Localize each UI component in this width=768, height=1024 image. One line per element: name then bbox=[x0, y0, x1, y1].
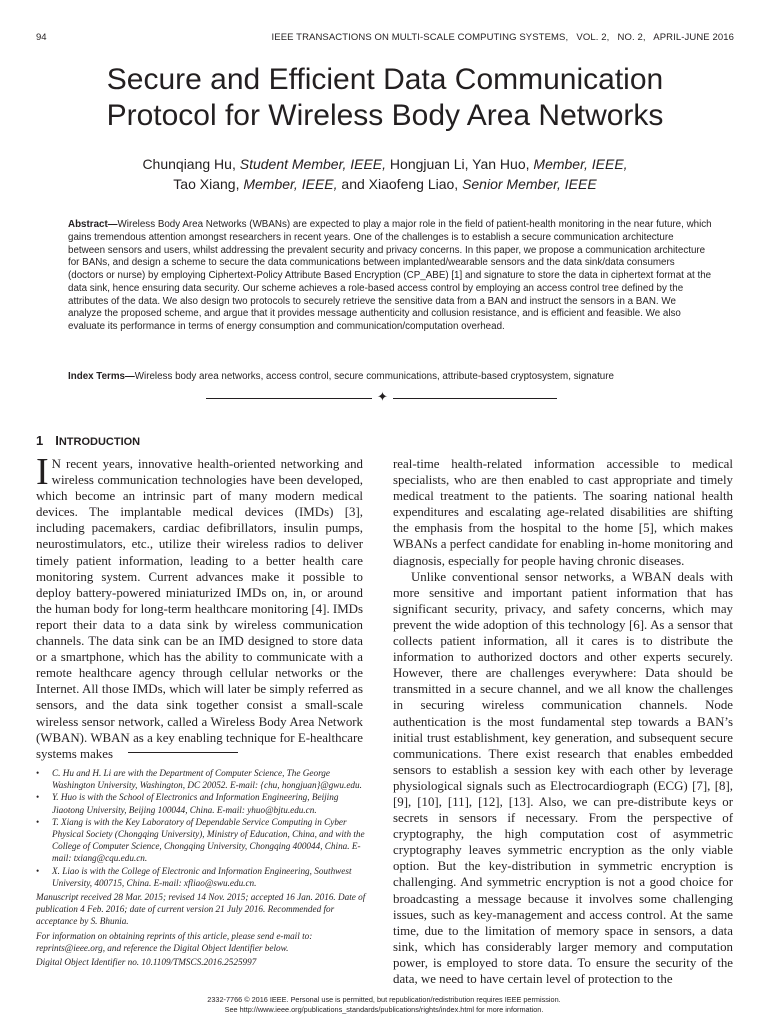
author-name: Hongjuan Li, Yan Huo, bbox=[389, 156, 530, 172]
affiliation-footnote bbox=[36, 865, 366, 889]
author-line-2 bbox=[40, 174, 730, 194]
author-list bbox=[40, 154, 730, 194]
section-initial: I bbox=[55, 433, 59, 448]
section-heading bbox=[36, 433, 140, 448]
index-terms-dash: — bbox=[125, 371, 135, 382]
bullet-icon: • bbox=[36, 816, 40, 827]
drop-cap: I bbox=[36, 451, 49, 493]
copyright-notice bbox=[60, 995, 708, 1014]
page-number: 94 bbox=[36, 32, 47, 43]
footnote-text: T. Xiang is with the Key Laboratory of Dependable Service Computing in Cyber Physical Society (Chongqing University), Ministry of Education, China, and with the College of Computer Science, Chongqing University, Chongqing 400044, China. E-mail: txiang@cqu.edu.cn. bbox=[52, 816, 365, 864]
copyright-line-2: See http://www.ieee.org/publications_standards/publications/rights/index.html for more information. bbox=[224, 1004, 544, 1014]
abstract-dash: — bbox=[107, 219, 118, 230]
body-paragraph: Unlike conventional sensor networks, a WBAN deals with more sensitive and important patient information that has significant security, privacy, and safety concerns, which may prevent the wide adoption of this technology [6]. As a sensor that collects patient information, all it cares is to distribute the information to authorized doctors and other experts securely. However, there are challenges everywhere: Data should be transmitted in a secure channel, and we all know the challenges in securing wireless communication channels. Node authentication is the most fundamental step towards a BAN’s initial trust establishment, key generation, and subsequent secure communications. There exist research that enables embedded sensors to establish a session key with each other by leverage physiological signals such as Electrocardiograph (ECG) [7], [8], [9], [10], [11], [12], [13]. Also, we can pre-distribute keys or secrets in sensors if necessary. From the perspective of cryptography, the high computation cost of asymmetric cryptography leaves symmetric encryption as the only viable option. But the key-distribution in symmetric encryption is challenging. And symmetric encryption is not a good choice for broadcasting a message because it involves some challenging issues, such as key-management and access control. At the same time, due to the limitation of memory space in sensors, a data sink, which has considerably larger memory and computation power, is employed to store data. To ensure the security of the data, we need to have certain level of protection to the bbox=[393, 569, 733, 986]
author-role: Senior Member, IEEE bbox=[462, 176, 597, 192]
affiliation-footnote bbox=[36, 791, 366, 815]
index-terms-text: Wireless body area networks, access control, secure communications, attribute-based cryptosystem, signature bbox=[134, 371, 614, 382]
reprint-info: For information on obtaining reprints of this article, please send e-mail to: reprints@ieee.org, and reference the Digital Object Identifier below. bbox=[36, 930, 313, 953]
journal-header: IEEE TRANSACTIONS ON MULTI-SCALE COMPUTING SYSTEMS, VOL. 2, NO. 2, APRIL-JUNE 2016 bbox=[271, 32, 734, 43]
paper-title bbox=[40, 62, 730, 134]
abstract bbox=[68, 219, 712, 334]
footnote-text: C. Hu and H. Li are with the Department of Computer Science, The George Washington University, Washington, DC 20052. E-mail: {chu, hongjuan}@gwu.edu. bbox=[52, 768, 362, 791]
affiliation-footnote bbox=[36, 816, 366, 865]
title-line-2: Protocol for Wireless Body Area Networks bbox=[106, 99, 664, 132]
section-number: 1 bbox=[36, 433, 44, 448]
title-line-1: Secure and Efficient Data Communication bbox=[106, 63, 664, 96]
body-paragraph bbox=[36, 451, 363, 762]
footnote-rule bbox=[128, 752, 238, 753]
body-column-left bbox=[36, 451, 363, 762]
author-role: Member, IEEE, bbox=[243, 176, 338, 192]
author-line-1 bbox=[40, 154, 730, 174]
author-role: Student Member, IEEE, bbox=[239, 156, 387, 172]
bullet-icon: • bbox=[36, 768, 40, 778]
abstract-text: Wireless Body Area Networks (WBANs) are expected to play a major role in the field of patient-health monitoring in the near future, which gains tremendous attention amongst researchers in recent years. One of the challenges is to establish a secure communication architecture between sensors and users, whilst addressing the prevalent security and privacy concerns. In this paper, we propose a communication architecture for BANs, and design a scheme to secure the data communications between implanted/wearable sensors and the data sink/data consumers (doctors or nurse) by employing Ciphertext-Policy Attribute Based Encryption (CP_ABE) [1] and signature to store the data in ciphertext format at the data sink, hence ensuring data security. Our scheme achieves a role-based access control by employing an access control tree defined by the attributes of the data. We also design two protocols to securely retrieve the sensitive data from a BAN and instruct the sensors in a BAN. We analyze the proposed scheme, and argue that it provides message authenticity and collusion resistance, and is efficient and feasible. We also evaluate its performance in terms of energy consumption and communication/computation overhead. bbox=[68, 219, 712, 332]
section-title-rest: NTRODUCTION bbox=[58, 436, 141, 448]
author-name: Chunqiang Hu, bbox=[142, 156, 236, 172]
author-name: Tao Xiang, bbox=[173, 176, 240, 192]
separator-rule-right bbox=[393, 398, 557, 399]
body-column-right bbox=[393, 456, 733, 987]
index-terms bbox=[68, 371, 712, 383]
footnotes bbox=[36, 767, 366, 968]
bullet-icon: • bbox=[36, 792, 40, 803]
footnote-text: Y. Huo is with the School of Electronics and Information Engineering, Beijing Jiaotong University, Beijing 100044, China. E-mail: yhuo@bjtu.edu.cn. bbox=[52, 792, 339, 815]
index-terms-label: Index Terms bbox=[68, 371, 125, 382]
body-paragraph: real-time health-related information accessible to medical specialists, who are then enabled to cast appropriate and timely medical treatment to the patients. The soaring national health expenditures and escalating age-related disabilities are shifting the emphasis from the hospital to the home [5], which makes WBANs a perfect candidate for enabling in-home monitoring and diagnosis, especially for people having chronic diseases. bbox=[393, 457, 733, 568]
paragraph-text: N recent years, innovative health-oriented networking and wireless communication technologies have been developed, which become an intrinsic part of many modern medical devices. The implantable medical devices (IMDs) [3], including pacemakers, cardiac defibrillators, insulin pumps, neurostimulators, etc., utilize their wireless radios to deliver timely patient information, leading to a better health care monitoring system. Current advances make it possible to deploy battery-powered miniaturized IMDs on, in, or around the human body for long-term healthcare monitoring [4]. IMDs report their data to a data sink by wireless communication channels. The data sink can be an IMD designed to store data or a smartphone, which has the ability to communicate with a remote healthcare agency through cellular networks or the Internet. All those IMDs, which will later be simply referred as sensors, and the data sink together consist a small-scale wireless sensor network, called a Wireless Body Area Network (WBAN). WBAN as a key enabling technique for E-healthcare systems makes bbox=[36, 457, 363, 761]
separator-rule-left bbox=[206, 398, 372, 399]
abstract-label: Abstract bbox=[68, 219, 108, 230]
diamond-separator-icon: ✦ bbox=[377, 389, 388, 404]
copyright-line-1: 2332-7766 © 2016 IEEE. Personal use is permitted, but republication/redistribution requires IEEE permission. bbox=[207, 995, 561, 1004]
footnote-text: X. Liao is with the College of Electronic and Information Engineering, Southwest University, 400715, China. E-mail: xfliao@swu.edu.cn. bbox=[52, 865, 352, 888]
author-role: Member, IEEE, bbox=[533, 156, 628, 172]
doi: Digital Object Identifier no. 10.1109/TMSCS.2016.2525997 bbox=[36, 957, 257, 968]
author-name: and Xiaofeng Liao, bbox=[341, 176, 459, 192]
manuscript-history: Manuscript received 28 Mar. 2015; revised 14 Nov. 2015; accepted 16 Jan. 2016. Date of publication 4 Feb. 2016; date of current version 21 July 2016. Recommended for acceptance by S. Bhunia. bbox=[36, 892, 366, 927]
bullet-icon: • bbox=[36, 865, 40, 876]
affiliation-footnote bbox=[36, 767, 366, 791]
